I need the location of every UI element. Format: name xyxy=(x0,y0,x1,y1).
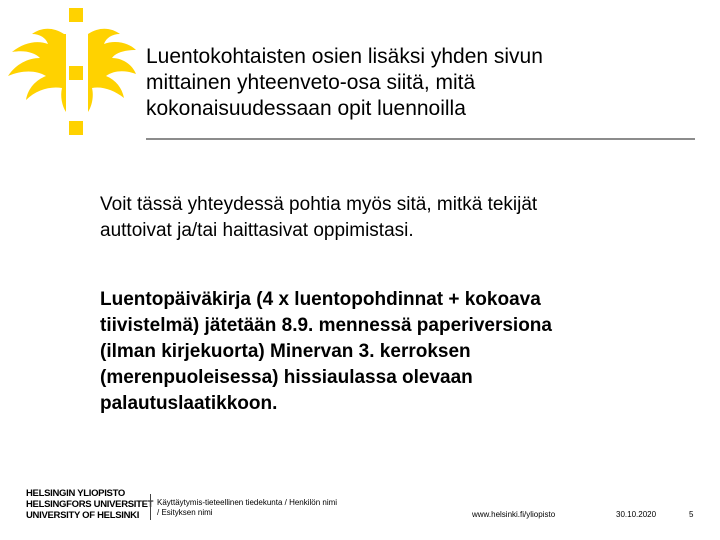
wordmark-line: HELSINGIN YLIOPISTO xyxy=(26,488,125,499)
title-line: kokonaisuudessaan opit luennoilla xyxy=(146,97,466,120)
page-number: 5 xyxy=(689,510,694,519)
body-paragraph-reflection xyxy=(100,192,537,244)
footer-organization xyxy=(157,498,337,518)
slide-title xyxy=(146,44,706,122)
footer-org-line: / Esityksen nimi xyxy=(157,508,213,517)
paragraph-line: (ilman kirjekuorta) Minervan 3. kerroksen xyxy=(100,341,471,362)
body-paragraph-submission xyxy=(100,287,552,417)
helsinki-flame-logo-icon xyxy=(0,0,140,140)
title-divider xyxy=(146,138,695,140)
footer-org-line: Käyttäytymis-tieteellinen tiedekunta / Henkilön nimi xyxy=(157,498,338,507)
footer-url[interactable]: www.helsinki.fi/yliopisto xyxy=(472,510,556,519)
title-line: mittainen yhteenveto-osa siitä, mitä xyxy=(146,71,476,94)
paragraph-line: palautuslaatikkoon. xyxy=(100,393,278,414)
wordmark-line: HELSINGFORS UNIVERSITET xyxy=(26,499,154,510)
paragraph-line: tiivistelmä) jätetään 8.9. mennessä paperiversiona xyxy=(100,315,552,336)
paragraph-line: (merenpuoleisessa) hissiaulassa olevaan xyxy=(100,367,473,388)
paragraph-line: auttoivat ja/tai haittasivat oppimistasi. xyxy=(100,220,414,241)
paragraph-line: Luentopäiväkirja (4 x luentopohdinnat + kokoava xyxy=(100,289,541,310)
paragraph-line: Voit tässä yhteydessä pohtia myös sitä, mitkä tekijät xyxy=(100,194,538,215)
wordmark-line: UNIVERSITY OF HELSINKI xyxy=(26,510,140,521)
university-wordmark xyxy=(26,488,153,521)
footer-divider xyxy=(150,494,151,520)
title-line: Luentokohtaisten osien lisäksi yhden sivun xyxy=(146,45,543,68)
footer-date: 30.10.2020 xyxy=(616,510,657,519)
